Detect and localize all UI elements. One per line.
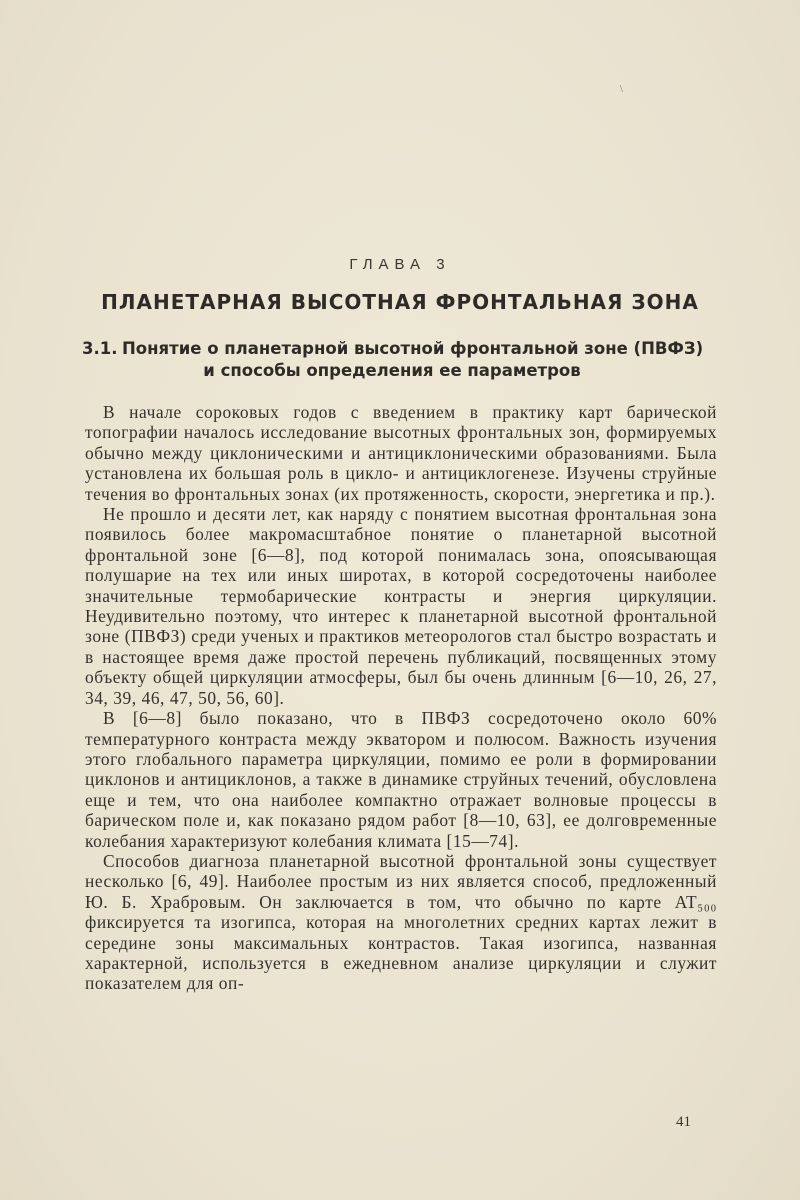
section-number: 3.1. (82, 339, 118, 358)
chapter-label: ГЛАВА 3 (349, 256, 451, 273)
paragraph: Не прошло и десяти лет, как наряду с понятием высотная фронтальная зона появилось более макромасштабное понятие о планетарной высотной фронтальной зоне [6—8], под которой понималась зона, опоясывающая полушарие на тех или иных широтах, в которой сосредоточены наиболее значительные термобарические контрасты и энергия циркуляции. Неудивительно поэтому, что интерес к планетарной высотной фронтальной зоне (ПВФЗ) среди ученых и практиков метеорологов стал быстро возрастать и в настоящее время даже простой перечень публикаций, посвященных этому объекту общей циркуляции атмосферы, был бы очень длинным [6—10, 26, 27, 34, 39, 46, 47, 50, 56, 60]. (85, 504, 717, 708)
page-number: 41 (676, 1114, 691, 1130)
paragraph: Способов диагноза планетарной высотной фронтальной зоны существует несколько [6, 49]. Наиболее простым из них является способ, предложенный Ю. Б. Храбровым. Он заключается в том, что обычно по карте AT₅₀₀ фиксируется та изогипса, которая на многолетних средних картах лежит в середине зоны максимальных контрастов. Такая изогипса, названная характерной, используется в ежедневном анализе циркуляции и служит показателем для оп- (85, 850, 717, 994)
section-heading (82, 338, 722, 382)
chapter-title: ПЛАНЕТАРНАЯ ВЫСОТНАЯ ФРОНТАЛЬНАЯ ЗОНА (101, 290, 699, 314)
paragraph: В [6—8] было показано, что в ПВФЗ сосредоточено около 60% температурного контраста между экватором и полюсом. Важность изучения этого глобального параметра циркуляции, помимо ее роли в формировании циклонов и антициклонов, а также в динамике струйных течений, обусловлена еще и тем, что она наиболее компактно отражает волновые процессы в барическом поле и, как показано рядом работ [8—10, 63], ее долговременные колебания характеризуют колебания климата [15—74]. (85, 708, 717, 851)
section-title-line1: Понятие о планетарной высотной фронтальной зоне (ПВФЗ) (122, 339, 704, 358)
section-title-line2: и способы определения ее параметров (203, 361, 581, 380)
paragraph: В начале сороковых годов с введением в практику карт барической топографии началось исследование высотных фронтальных зон, формируемых обычно между циклоническими и антициклоническими образованиями. Была установлена их большая роль в цикло- и антициклогенезе. Изучены струйные течения во фронтальных зонах (их протяженность, скорости, энергетика и пр.). (85, 402, 717, 504)
body-text (85, 402, 717, 994)
stray-mark: \ (620, 84, 623, 95)
